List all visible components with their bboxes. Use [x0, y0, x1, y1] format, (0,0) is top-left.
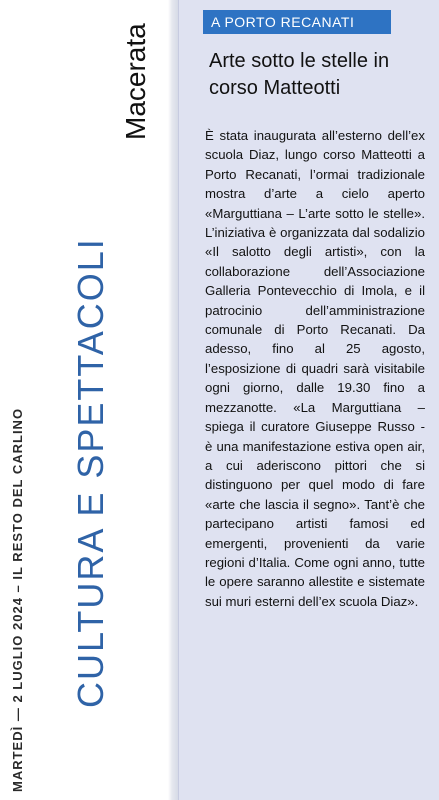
article-headline: Arte sotto le stelle in corso Matteotti	[209, 50, 390, 99]
column-divider	[168, 0, 178, 800]
section-title: CULTURA E SPETTACOLI	[70, 237, 111, 708]
article-panel	[178, 0, 439, 800]
article-body: È stata inaugurata all’esterno dell’ex scuola Diaz, lungo corso Matteotti a Porto Recanati, l’ormai tradizionale mostra d’arte a cielo aperto «Marguttiana – L’arte sotto le stelle». L’iniziativa è organizzata dal sodalizio «Il salotto degli artisti», con la collaborazione dell’Associazione Galleria Pontevecchio di Imola, e il patrocinio dell’amministrazione comunale di Porto Recanati. Da adesso, fino al 25 agosto, l’esposizione di quadri sarà visitabile ogni giorno, dalle 19.30 fino a mezzanotte. «La Marguttiana – spiega il curatore Giuseppe Russo - è una manifestazione estiva open air, a cui aderiscono pittori che si distinguono per quel modo di fare «arte che lascia il segno». Tant’è che partecipano artisti famosi ed emergenti, provenienti da varie regioni d’Italia. Come ogni anno, tutte le opere saranno allestite e sistemate sui muri esterni dell’ex scuola Diaz».	[205, 128, 425, 609]
kicker-badge: A PORTO RECANATI	[203, 10, 391, 34]
date-line: MARTEDÌ — 2 LUGLIO 2024 – IL RESTO DEL CARLINO	[10, 407, 25, 792]
city-label: Macerata	[120, 23, 151, 140]
section-sidebar	[0, 0, 168, 800]
